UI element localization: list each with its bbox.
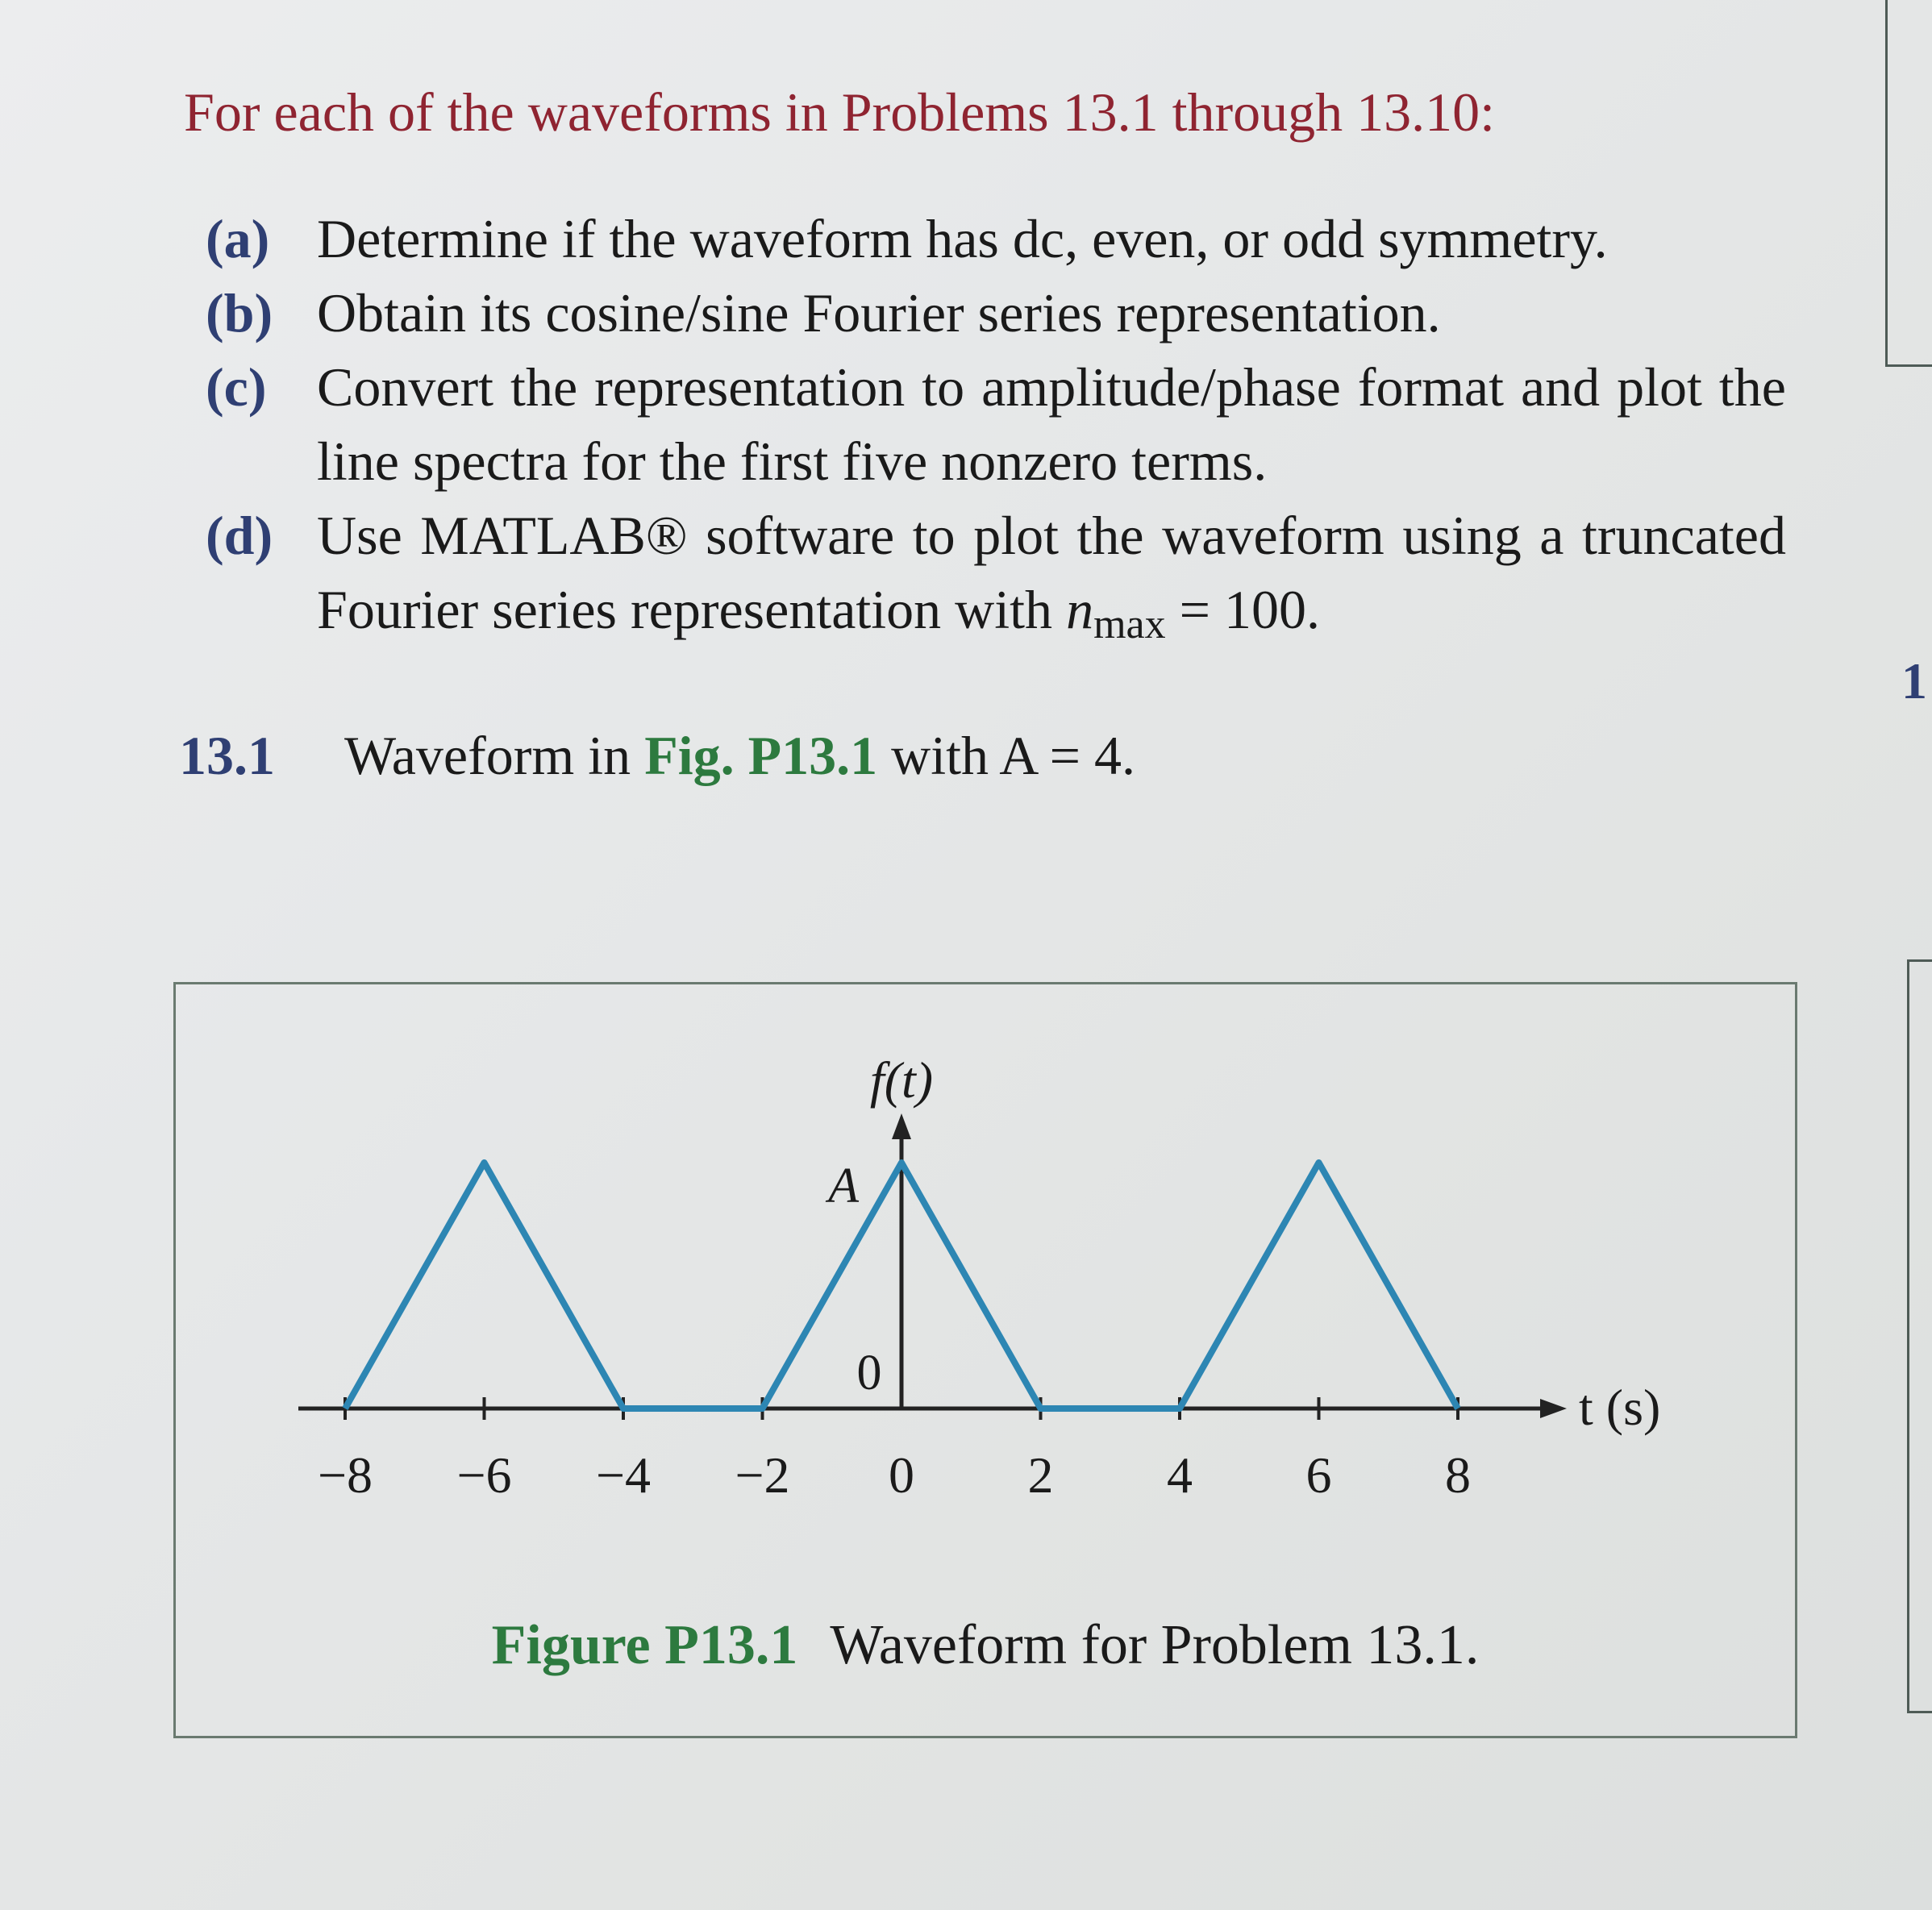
- origin-label: 0: [856, 1346, 882, 1400]
- adjacent-page-border: [1907, 959, 1932, 962]
- x-tick-label: −2: [735, 1446, 790, 1504]
- peak-label: A: [828, 1159, 859, 1213]
- list-item: [206, 276, 1786, 350]
- cropped-problem-number: 1: [1901, 652, 1927, 709]
- figure-reference-link[interactable]: Fig. P13.1: [644, 725, 878, 786]
- item-text: Convert the representation to amplitude/phase format and plot the line spectra for the first five nonzero terms.: [317, 356, 1786, 492]
- list-item: [206, 202, 1786, 276]
- item-label: (b): [206, 282, 273, 343]
- x-tick-label: 2: [1027, 1446, 1054, 1504]
- x-tick-label: −4: [595, 1446, 652, 1504]
- item-text-before: Use MATLAB® software to plot the waveform using a truncated Fourier series representation with: [317, 505, 1786, 640]
- item-text: Obtain its cosine/sine Fourier series representation.: [317, 282, 1441, 343]
- adjacent-page-border: [1885, 0, 1888, 367]
- adjacent-page-border: [1907, 959, 1909, 1713]
- x-tick-label: −8: [317, 1446, 373, 1504]
- problem-statement: [179, 724, 1135, 788]
- list-item: [206, 350, 1786, 498]
- problem-number: 13.1: [179, 725, 275, 786]
- y-axis-arrowhead: [892, 1113, 911, 1139]
- waveform-plot: [176, 984, 1795, 1597]
- figure-caption-text: Waveform for Problem 13.1.: [830, 1614, 1480, 1676]
- adjacent-page-border: [1907, 1711, 1932, 1713]
- item-text: Determine if the waveform has dc, even, or odd symmetry.: [317, 208, 1608, 269]
- problem-text-before: Waveform in: [344, 725, 645, 786]
- x-tick-label: 8: [1445, 1446, 1471, 1504]
- figure-box: [173, 982, 1797, 1738]
- problem-text-after: with A = 4.: [877, 725, 1136, 786]
- item-text: [317, 498, 1786, 662]
- x-tick-label: 6: [1305, 1446, 1332, 1504]
- item-text-after: = 100.: [1165, 579, 1320, 640]
- item-label: (a): [206, 208, 270, 269]
- list-item: [206, 498, 1786, 662]
- figure-caption: [176, 1613, 1795, 1678]
- item-label: (d): [206, 505, 273, 566]
- x-tick-label: 0: [889, 1446, 914, 1504]
- y-axis-label: f(t): [869, 1051, 934, 1109]
- instruction-list: [206, 202, 1786, 662]
- adjacent-page-border: [1885, 364, 1932, 367]
- max-subscript: max: [1093, 601, 1166, 647]
- n-variable: n: [1066, 579, 1094, 640]
- item-label: (c): [206, 356, 267, 418]
- intro-text: For each of the waveforms in Problems 13.1 through 13.10:: [184, 81, 1496, 143]
- x-axis-arrowhead: [1540, 1399, 1567, 1418]
- x-tick-label: 4: [1167, 1446, 1193, 1504]
- figure-caption-number: Figure P13.1: [491, 1614, 798, 1676]
- x-tick-label: −6: [456, 1446, 512, 1504]
- x-axis-label: t (s): [1579, 1379, 1661, 1436]
